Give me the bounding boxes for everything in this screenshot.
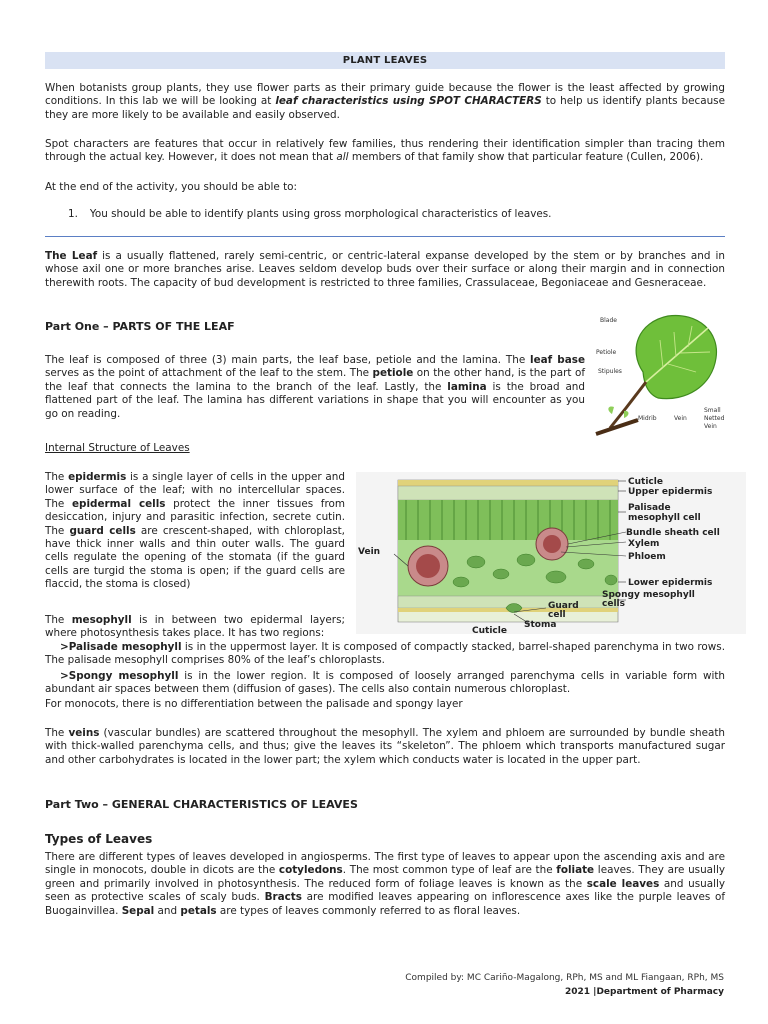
text: protect the inner tissues from desiccation, injury and parasitic infection, secrete cutin. The	[45, 497, 345, 537]
label-stoma: Stoma	[524, 620, 557, 630]
intro-paragraph-2	[45, 138, 725, 165]
text: and usually seen as protective scales of scaly buds.	[45, 877, 725, 904]
label-vein: Vein	[358, 547, 381, 557]
term: The Leaf	[45, 250, 98, 262]
label-upper-epidermis: Upper epidermis	[628, 487, 713, 497]
mesophyll-paragraph	[45, 614, 345, 641]
term: guard cells	[69, 524, 136, 537]
term: leaf base	[530, 354, 585, 366]
text: Spot characters are features that occur in relatively few families, thus rendering their identification simpler than tracing them through the actual key. However, it does not mean that	[45, 138, 725, 164]
text: is a usually flattened, rarely semi-centric, or centric-lateral expanse developed by the stem or by branches and in whose axil one or more branches arise. Leaves seldom develop buds over their surface or along their margin and in connection therewith roots. The capacity of bud development is restricted to three families, Crassulaceae, Begoniaceae and Gesneraceae.	[45, 250, 725, 289]
text: is the broad and flattened part of the leaf. The lamina has different variations in shape that you will encounter as you go on reading.	[45, 380, 585, 420]
cuticle-layer	[398, 480, 618, 486]
text: There are different types of leaves developed in angiosperms. The first type of leaves to appear upon the ascending axis and are single in monocots, double in dicots are the	[45, 851, 725, 877]
label-spongy: Spongy mesophyll	[602, 590, 695, 600]
emphasis: leaf characteristics using SPOT CHARACTERS	[275, 95, 542, 108]
text: The	[45, 727, 69, 739]
palisade-layer	[398, 500, 618, 540]
term: scale leaves	[586, 877, 660, 890]
text: is in between two epidermal layers; where photosynthesis takes place. It has two regions:	[45, 614, 345, 640]
text: are crescent-shaped, with chloroplast, have thick inner walls and thin outer walls. The guard cells regulate the opening of the stomata (if the guard cells are turgid the stoma is open; if the guard cells are flaccid, the stoma is closed)	[45, 524, 345, 591]
term: mesophyll	[71, 614, 132, 626]
label-palisade: Palisade	[628, 503, 671, 513]
leaf-parts-figure	[588, 310, 728, 440]
term: petals	[180, 904, 217, 917]
label-spongy-cells: cells	[602, 599, 625, 609]
text: The	[45, 471, 69, 483]
term: Sepal	[121, 904, 155, 917]
label-cuticle-bottom: Cuticle	[472, 626, 507, 634]
monocot-note: For monocots, there is no differentiation between the palisade and spongy layer	[45, 698, 463, 710]
branch-line	[596, 420, 638, 434]
epidermis-paragraph	[45, 471, 345, 592]
text: leaves. They are usually green and primarily involved in photosynthesis. The reduced form of foliage leaves is known as the	[45, 864, 725, 890]
term: >Palisade mesophyll	[60, 641, 182, 653]
leaf-definition	[45, 250, 725, 290]
label-stipules: Stipules	[598, 368, 622, 375]
term: cotyledons	[278, 864, 343, 877]
label-netted-vein: Vein	[704, 423, 717, 430]
term: veins	[68, 727, 100, 739]
intro-paragraph-1	[45, 82, 725, 122]
leaf-cross-section-figure	[356, 472, 746, 634]
term: lamina	[447, 380, 487, 393]
page-title: PLANT LEAVES	[45, 52, 725, 69]
text: to help us identify plants because they are more likely to be available and easily observed.	[45, 95, 725, 121]
internal-structure-heading: Internal Structure of Leaves	[45, 442, 190, 454]
label-lower-epidermis: Lower epidermis	[628, 578, 713, 588]
term: Bracts	[264, 891, 302, 904]
text: serves as the point of attachment of the leaf to the stem. The	[45, 367, 373, 380]
label-petiole: Petiole	[596, 349, 617, 356]
text: is in the uppermost layer. It is composed of compactly stacked, barrel-shaped parenchyma in two rows. The palisade mesophyll comprises 80% of the leaf’s chloroplasts.	[45, 641, 725, 667]
text: on the other hand, is the part of the leaf that connects the lamina to the branch of the leaf. Lastly, the	[45, 367, 585, 393]
text: are types of leaves commonly referred to as floral leaves.	[216, 904, 521, 917]
term: epidermis	[68, 471, 127, 483]
leaf-blade-shape	[636, 315, 716, 398]
palisade-band	[398, 500, 618, 540]
upper-epidermis-layer	[398, 486, 618, 500]
text: The leaf is composed of three (3) main parts, the leaf base, petiole and the lamina. The	[45, 354, 531, 366]
term: petiole	[372, 367, 414, 380]
label-midrib: Midrib	[638, 415, 657, 422]
label-phloem: Phloem	[628, 552, 666, 562]
text: are modified leaves appearing on inflorescence axes like the purple leaves of Buogainvillea.	[45, 891, 725, 917]
label-blade: Blade	[600, 317, 617, 324]
vein-bundle-left	[408, 546, 448, 586]
types-paragraph	[45, 851, 725, 918]
text: (vascular bundles) are scattered throughout the mesophyll. The xylem and phloem are surrounded by bundle sheath with thick-walled parenchyma cells, and thus; give the leaves its “skeleton”. The phloem which transports manufactured sugar and other carbohydrates is located in the lower part; the xylem which conducts water is located in the upper part.	[45, 727, 725, 766]
vein-bundle-right	[536, 528, 568, 560]
part-two-heading: Part Two – GENERAL CHARACTERISTICS OF LEAVES	[45, 798, 358, 811]
label-bundle-sheath: Bundle sheath cell	[626, 528, 720, 538]
label-vein: Vein	[674, 415, 687, 422]
parts-paragraph	[45, 354, 585, 421]
emphasis: all	[336, 151, 349, 164]
text: is in the lower region. It is composed of loosely arranged parenchyma cells in variable form with abundant air spaces between them (diffusion of gases). The cells also contain numerous chloroplast.	[45, 670, 725, 696]
label-guard-cell: cell	[548, 610, 566, 620]
list-number: 1.	[68, 208, 78, 220]
veins-paragraph	[45, 727, 725, 767]
list-text: You should be able to identify plants using gross morphological characteristics of leaves.	[89, 208, 552, 220]
footer-compiled-by: Compiled by: MC Cariño-Magalong, RPh, MS and ML Fiangaan, RPh, MS	[405, 973, 724, 983]
label-cuticle: Cuticle	[628, 477, 663, 487]
term: epidermal cells	[71, 497, 166, 510]
text: . The most common type of leaf are the	[342, 864, 557, 877]
text: and	[154, 904, 181, 917]
objective-item	[68, 208, 718, 221]
label-netted: Netted	[704, 415, 725, 422]
intro-paragraph-3: At the end of the activity, you should be able to:	[45, 181, 298, 193]
text: When botanists group plants, they use flower parts as their primary guide because the flower is the least affected by growing conditions. In this lab we will be looking at	[45, 82, 725, 108]
part-one-heading: Part One – PARTS OF THE LEAF	[45, 320, 235, 333]
footer-department: 2021 |Department of Pharmacy	[564, 987, 724, 997]
label-small: Small	[704, 407, 721, 414]
text: members of that family show that particular feature (Cullen, 2006).	[348, 151, 704, 164]
palisade-paragraph	[45, 641, 725, 668]
label-xylem: Xylem	[628, 539, 660, 549]
term: >Spongy mesophyll	[60, 670, 179, 682]
text: is a single layer of cells in the upper and lower surface of the leaf; with no intercellular spaces. The	[45, 471, 345, 510]
spongy-paragraph	[45, 670, 725, 697]
divider	[45, 236, 725, 237]
text: The	[45, 614, 72, 626]
label-guard: Guard	[548, 601, 579, 611]
types-of-leaves-heading: Types of Leaves	[45, 832, 153, 846]
label-palisade-cell: mesophyll cell	[628, 513, 701, 523]
term: foliate	[556, 864, 595, 877]
